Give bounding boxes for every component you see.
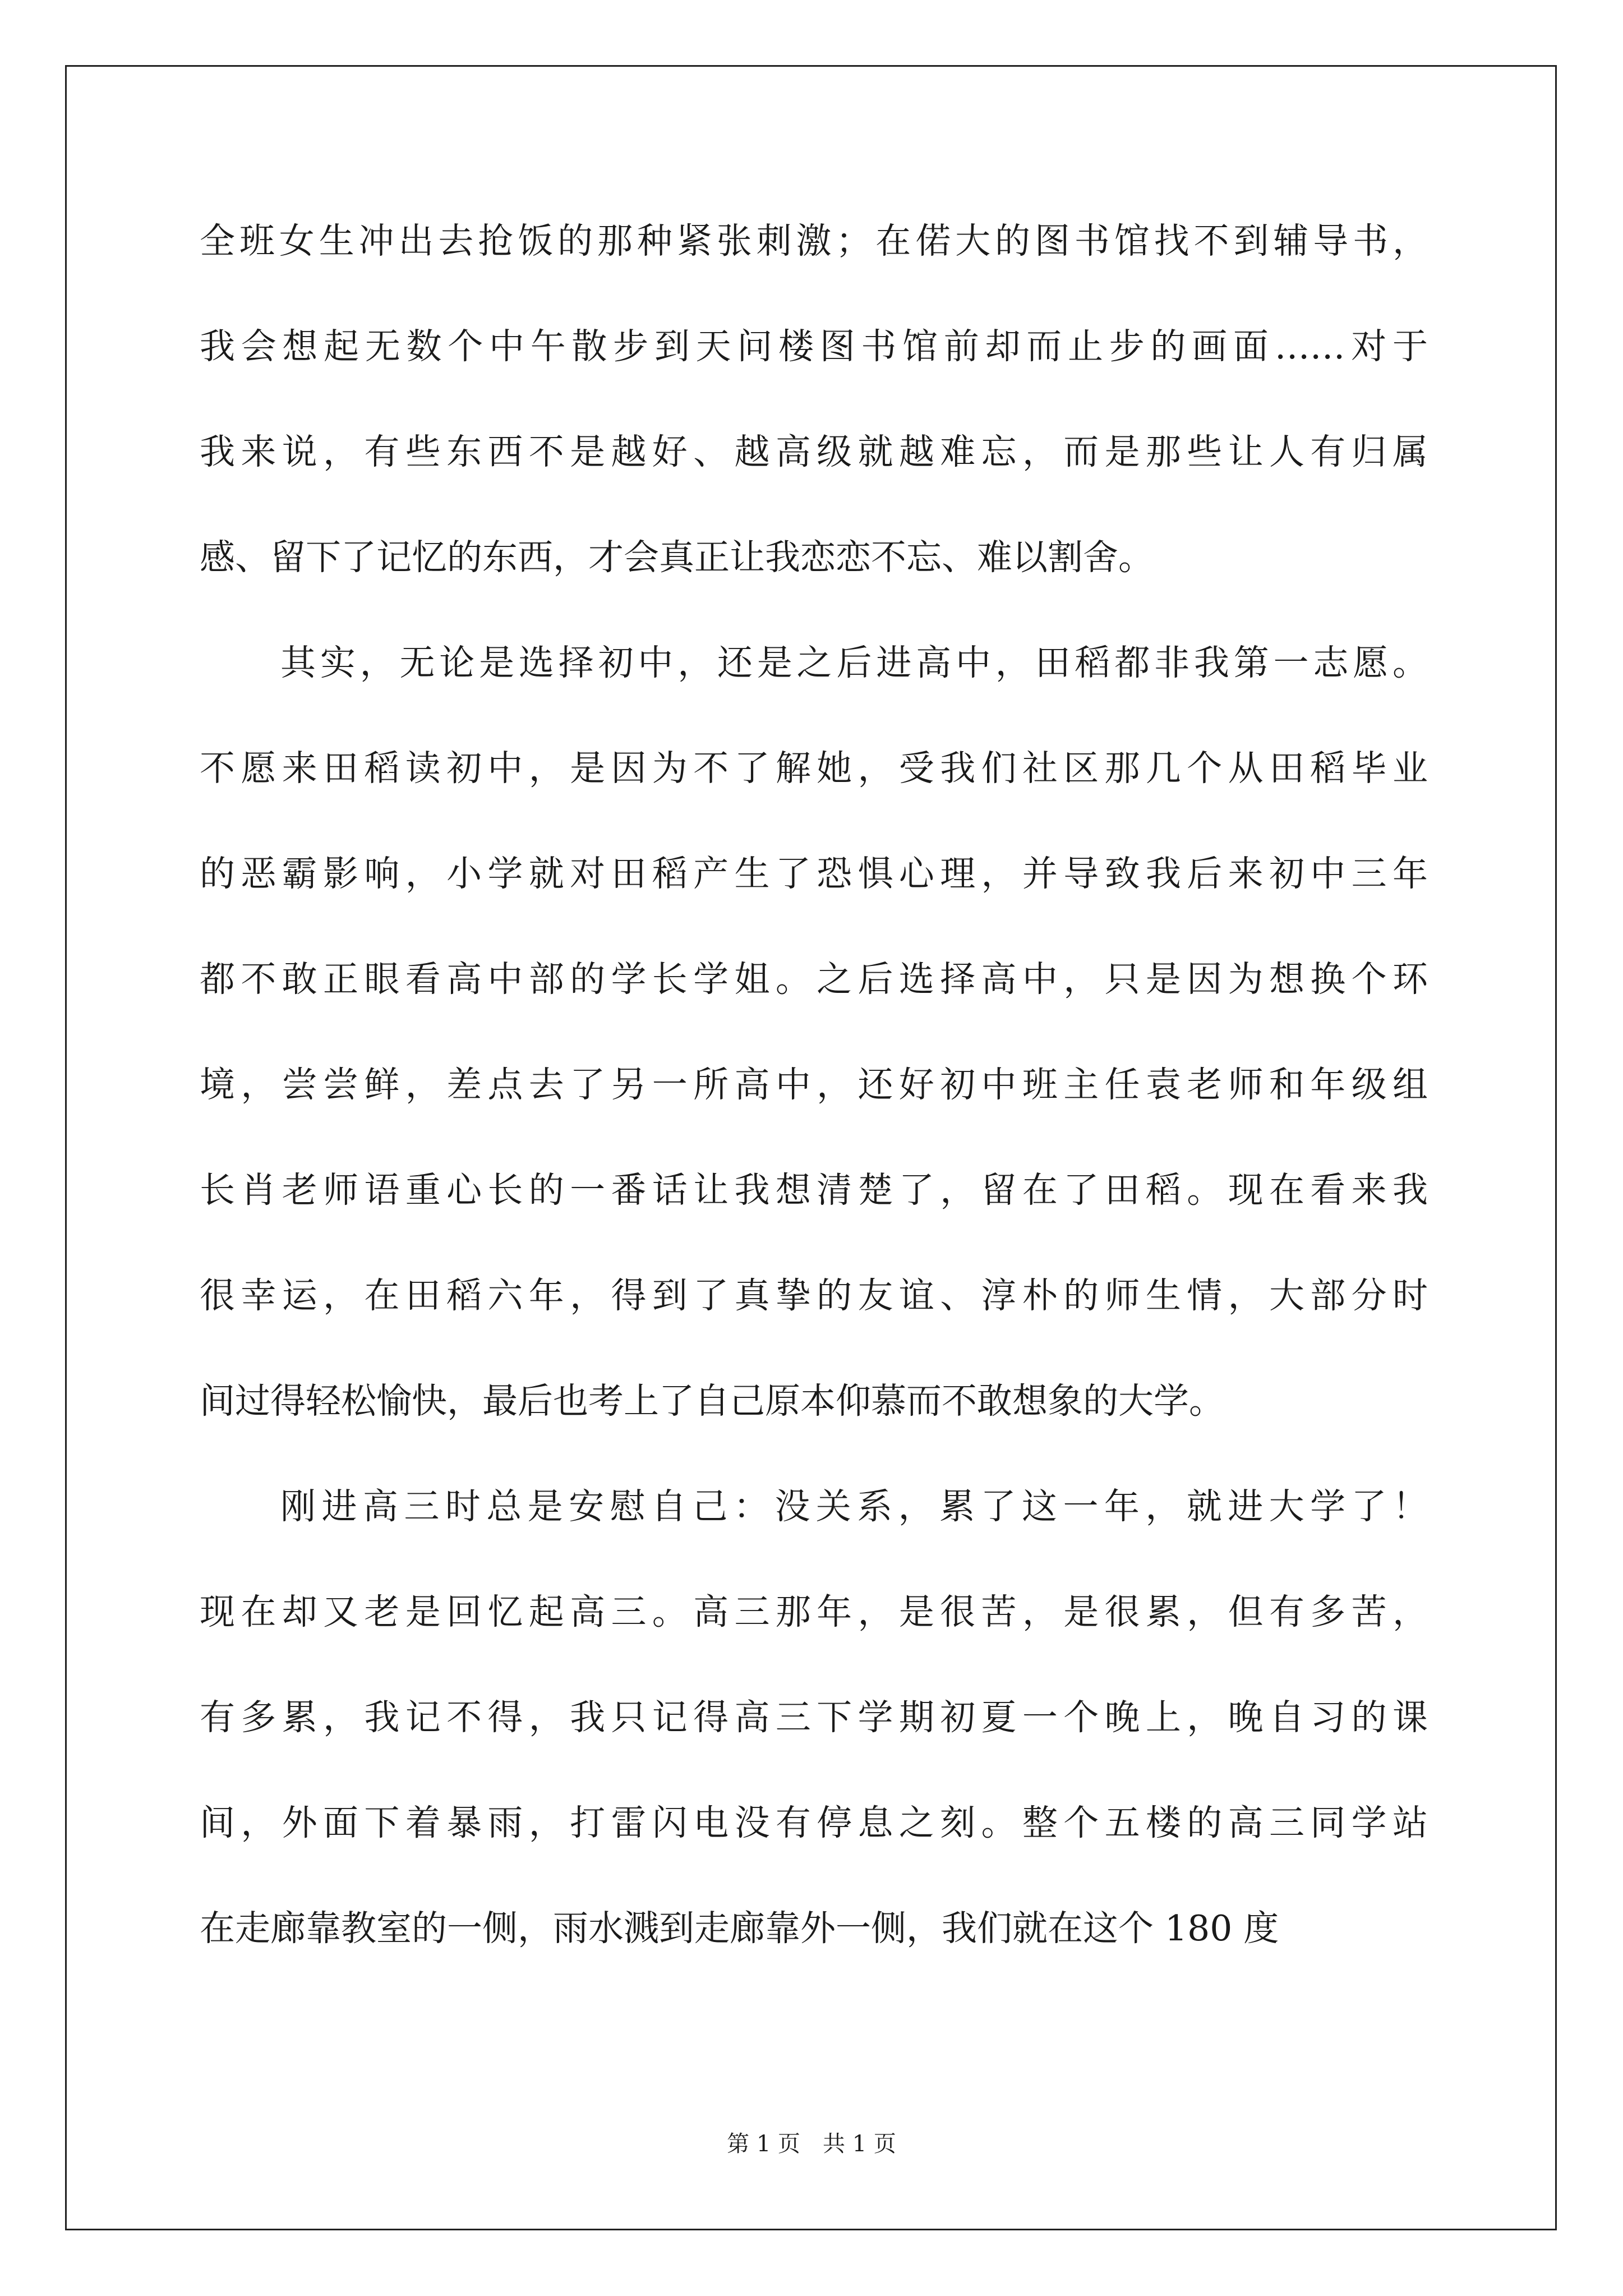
paragraph xyxy=(200,610,1428,1454)
paragraph xyxy=(200,1454,1428,1981)
text-line: 在走廊靠教室的一侧，雨水溅到走廊靠外一侧，我们就在这个 180 度 xyxy=(200,1908,1279,1949)
text-line: 全班女生冲出去抢饭的那种紧张刺激；在偌大的图书馆找不到辅导书， xyxy=(200,220,1428,261)
text-line: 很幸运，在田稻六年，得到了真挚的友谊、淳朴的师生情，大部分时 xyxy=(200,1275,1428,1316)
document-body xyxy=(200,188,1428,1981)
text-line: 现在却又老是回忆起高三。高三那年，是很苦，是很累，但有多苦， xyxy=(200,1591,1428,1632)
text-line: 间，外面下着暴雨，打雷闪电没有停息之刻。整个五楼的高三同学站 xyxy=(200,1802,1428,1843)
text-line: 有多累，我记不得，我只记得高三下学期初夏一个晚上，晚自习的课 xyxy=(200,1697,1428,1738)
text-line: 我来说，有些东西不是越好、越高级就越难忘，而是那些让人有归属 xyxy=(200,431,1428,472)
text-line: 间过得轻松愉快，最后也考上了自己原本仰慕而不敢想象的大学。 xyxy=(200,1381,1224,1421)
text-line: 的恶霸影响，小学就对田稻产生了恐惧心理，并导致我后来初中三年 xyxy=(200,853,1428,894)
text-line: 都不敢正眼看高中部的学长学姐。之后选择高中，只是因为想换个环 xyxy=(200,959,1428,1000)
text-line: 境，尝尝鲜，差点去了另一所高中，还好初中班主任袁老师和年级组 xyxy=(200,1064,1428,1105)
text-line: 我会想起无数个中午散步到天问楼图书馆前却而止步的画面……对于 xyxy=(200,326,1428,367)
text-line: 其实，无论是选择初中，还是之后进高中，田稻都非我第一志愿。 xyxy=(280,642,1428,683)
page-footer: 第 1 页 共 1 页 xyxy=(727,2131,896,2157)
paragraph xyxy=(200,188,1428,610)
text-line: 刚进高三时总是安慰自己：没关系，累了这一年，就进大学了！ xyxy=(280,1486,1428,1527)
text-line: 感、留下了记忆的东西，才会真正让我恋恋不忘、难以割舍。 xyxy=(200,537,1154,578)
text-line: 不愿来田稻读初中，是因为不了解她，受我们社区那几个从田稻毕业 xyxy=(200,748,1428,789)
text-line: 长肖老师语重心长的一番话让我想清楚了，留在了田稻。现在看来我 xyxy=(200,1170,1428,1211)
